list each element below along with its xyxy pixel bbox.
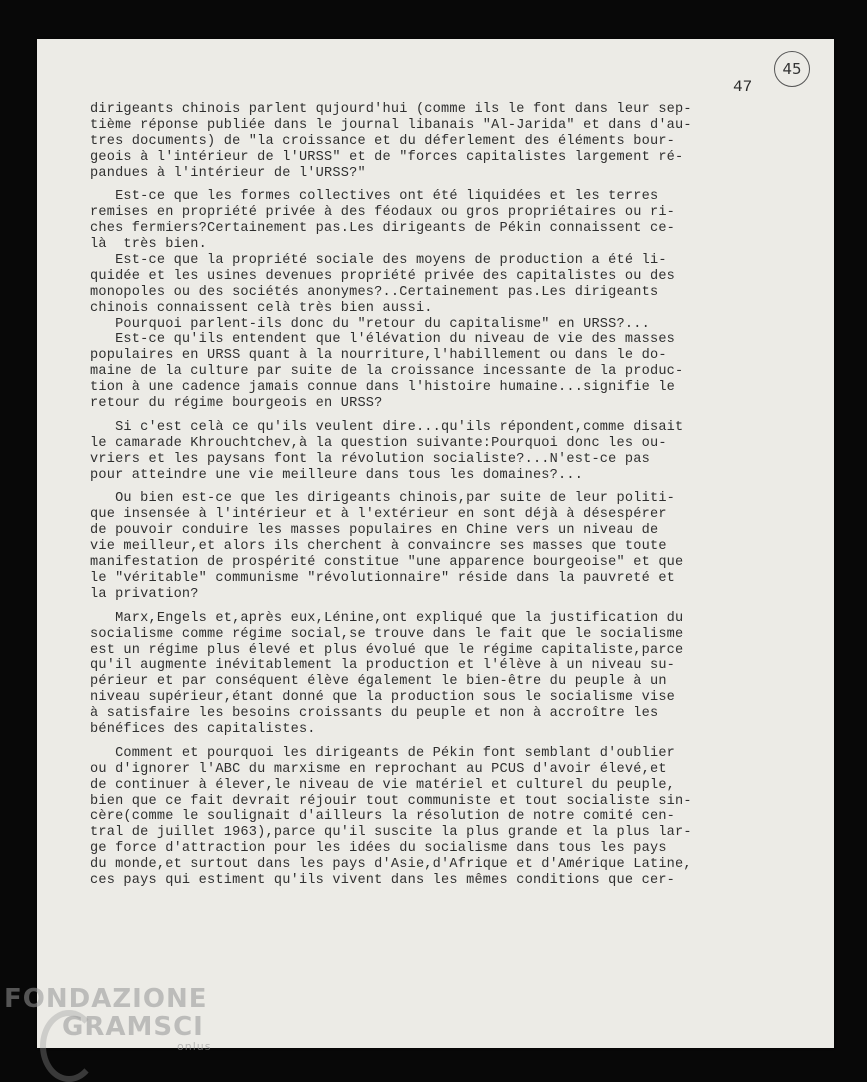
text-line: le camarade Khrouchtchev,à la question suivante:Pourquoi donc les ou- [90,435,667,451]
watermark-line-3: onlus [177,1040,212,1053]
handwritten-page-number: 47 [733,78,753,96]
text-line: ge force d'attraction pour les idées du socialisme dans tous les pays [90,841,667,857]
text-line: tième réponse publiée dans le journal libanais "Al-Jarida" et dans d'au- [90,117,692,133]
text-line: de pouvoir conduire les masses populaires en Chine vers un niveau de [90,523,659,539]
watermark-line-1: FONDAZIONE [4,984,208,1014]
text-line: pandues à l'intérieur de l'URSS?" [90,165,366,181]
text-line: qu'il augmente inévitablement la production et l'élève à un niveau su- [90,658,676,674]
text-line: tral de juillet 1963),parce qu'il suscite la plus grande et la plus lar- [90,825,692,841]
text-line: périeur et par conséquent élève également le bien-être du peuple à un [90,674,667,690]
paragraph [90,491,802,602]
text-line: geois à l'intérieur de l'URSS" et de "forces capitalistes largement ré- [90,149,684,165]
text-line: remises en propriété privée à des féodaux ou gros propriétaires ou ri- [90,205,676,221]
text-line: Marx,Engels et,après eux,Lénine,ont expliqué que la justification du [90,610,684,626]
paragraph [90,102,802,181]
text-line: dirigeants chinois parlent qujourd'hui (comme ils le font dans leur sep- [90,102,692,117]
text-line: Pourquoi parlent-ils donc du "retour du capitalisme" en URSS?... [90,316,650,332]
text-line: du monde,et surtout dans les pays d'Asie,d'Afrique et d'Amérique Latine, [90,857,692,873]
circled-page-number: 45 [774,51,810,87]
text-line: est un régime plus élevé et plus évolué que le régime capitaliste,parce [90,642,684,658]
text-line: cère(comme le soulignait d'ailleurs la résolution de notre comité cen- [90,809,676,825]
paragraph [90,611,802,738]
text-line: Si c'est celà ce qu'ils veulent dire...qu'ils répondent,comme disait [90,419,684,435]
text-line: Est-ce que les formes collectives ont été liquidées et les terres [90,189,659,205]
text-line: ou d'ignorer l'ABC du marxisme en reprochant au PCUS d'avoir élevé,et [90,761,667,777]
typewritten-body [90,102,802,889]
watermark-line-2: GRAMSCI [62,1012,204,1042]
text-line: le "véritable" communisme "révolutionnaire" réside dans la pauvreté et [90,570,676,586]
text-line: ches fermiers?Certainement pas.Les dirigeants de Pékin connaissent ce- [90,221,676,237]
text-line: chinois connaissent celà très bien aussi. [90,300,433,316]
text-line: bien que ce fait devrait réjouir tout communiste et tout socialiste sin- [90,793,692,809]
text-line: vriers et les paysans font la révolution socialiste?...N'est-ce pas [90,451,650,467]
text-line: quidée et les usines devenues propriété privée des capitalistes ou des [90,268,676,284]
text-line: là très bien. [90,237,208,253]
text-line: de continuer à élever,le niveau de vie matériel et culturel du peuple, [90,777,676,793]
text-line: niveau supérieur,étant donné que la production sous le socialisme vise [90,690,676,706]
text-line: vie meilleur,et alors ils cherchent à convaincre ses masses que toute [90,539,667,555]
text-line: pour atteindre une vie meilleure dans tous les domaines?... [90,467,584,483]
paragraph [90,420,802,484]
text-line: tion à une cadence jamais connue dans l'histoire humaine...signifie le [90,380,676,396]
text-line: tres documents) de "la croissance et du déferlement des éléments bour- [90,133,676,149]
text-line: Ou bien est-ce que les dirigeants chinois,par suite de leur politi- [90,491,676,507]
paragraph [90,746,802,889]
text-line: monopoles ou des sociétés anonymes?..Certainement pas.Les dirigeants [90,284,659,300]
text-line: à satisfaire les besoins croissants du peuple et non à accroître les [90,706,659,722]
text-line: ces pays qui estiment qu'ils vivent dans les mêmes conditions que cer- [90,872,676,888]
text-line: manifestation de prospérité constitue "une apparence bourgeoise" et que [90,555,684,571]
watermark [4,985,211,1053]
text-line: Est-ce qu'ils entendent que l'élévation du niveau de vie des masses [90,332,676,348]
text-line: bénéfices des capitalistes. [90,721,316,737]
text-line: retour du régime bourgeois en URSS? [90,396,383,412]
text-line: Est-ce que la propriété sociale des moyens de production a été li- [90,253,667,269]
text-line: Comment et pourquoi les dirigeants de Pékin font semblant d'oublier [90,745,676,761]
paragraph [90,189,802,411]
text-line: que insensée à l'intérieur et à l'extérieur en sont déjà à désespérer [90,507,667,523]
text-line: socialisme comme régime social,se trouve dans le fait que le socialisme [90,626,684,642]
text-line: la privation? [90,586,199,602]
text-line: maine de la culture par suite de la croissance incessante de la produc- [90,364,684,380]
text-line: populaires en URSS quant à la nourriture,l'habillement ou dans le do- [90,348,667,364]
